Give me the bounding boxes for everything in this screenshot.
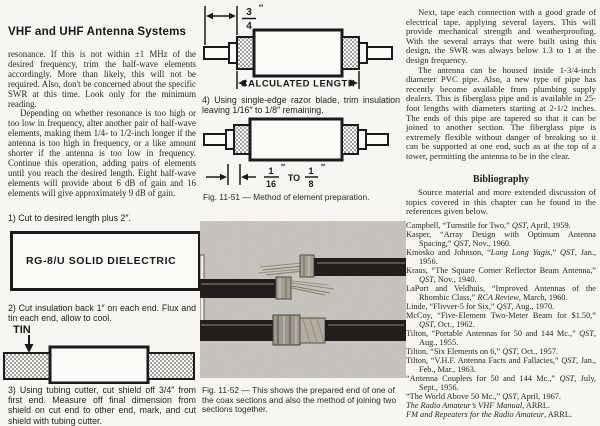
body-paragraph: The antenna can be housed inside 1-3/4-inch diameter PVC pipe. Also, a new type of pipe has recently become available from plumbing supply dealers. This is fiberglass pipe and is available in 25-foot lengths with diameters starting at 2-1/2 inches. The ends of this pipe are tapered so that it can be joined to another section. The fiberglass pipe is extremely flexible without danger of breaking so it can be supported at one end, such as at the top of a tower, permitting the antenna to be in the clear. xyxy=(406,64,596,161)
step-3-text: 3) Using tubing cutter, cut shield off 3/4″ from first end. Measure off final dimension from shield on cut end to other end, mark, and cut shield with tubing cutter. xyxy=(8,385,196,426)
fraction-numerator: 1 xyxy=(268,166,274,176)
step-right xyxy=(359,43,367,63)
conductor-stub-right xyxy=(366,134,388,145)
bibliography-entry: LaPort and Veldhuis, “Improved Antennas of the Rhombic Class,” RCA Review, March, 1960. xyxy=(406,283,596,302)
bibliography-list xyxy=(406,221,596,419)
step-2-text: 2) Cut insulation back 1″ on each end. Flux and tin each end, allow to cool. xyxy=(8,303,196,324)
shield-ring-left xyxy=(234,125,250,154)
bibliography-entry: Kasper, “Array Design with Optimum Antenna Spacing,” QST, Nov., 1960. xyxy=(406,229,596,248)
photo-grain xyxy=(200,221,406,378)
left-column xyxy=(8,50,196,199)
step-4-text: 4) Using single-edge razor blade, trim insulation leaving 1/16″ to 1/8″ remaining. xyxy=(202,95,400,116)
conductor-stub-left xyxy=(204,47,229,59)
conductor-stub-right xyxy=(367,47,392,59)
tinned-shield-left xyxy=(4,353,50,379)
step-right xyxy=(358,130,366,149)
fig-11-52-caption: Fig. 11-52 — This shows the prepared end of one of the coax sections and also the method of joining two sections together. xyxy=(202,385,397,415)
bibliography-entry: Tilton, “V.H.F. Antenna Facts and Fallacies,” QST, Jan., Feb., Mar., 1963. xyxy=(406,355,597,374)
bibliography-entry: The Radio Amateur’s VHF Manual, ARRL. xyxy=(406,400,551,410)
bibliography-entry: Campbell, “Turnstile for Two,” QST, April, 1959. xyxy=(406,220,571,230)
step-1-text: 1) Cut to desired length plus 2″. xyxy=(8,213,131,223)
fig-11-51-caption: Fig. 11-51 — Method of element preparation. xyxy=(203,192,370,202)
bibliography-heading: Bibliography xyxy=(472,173,530,185)
fraction-denominator: 8 xyxy=(308,179,314,189)
bibliography-entry: Linde, “Flivver-5 for Six,” QST, Aug., 1970. xyxy=(406,301,555,311)
element-prep-diagram xyxy=(198,3,398,93)
bibliography-entry: Tilton, “Six Elements on 6,” QST, Oct., 1957. xyxy=(406,346,559,356)
fraction-denominator: 4 xyxy=(246,21,252,32)
running-head: VHF and UHF Antenna Systems xyxy=(8,26,187,38)
bibliography-entry: Kraus, “The Square Corner Reflector Beam Antenna,” QST, Nov., 1940. xyxy=(406,265,596,284)
body-paragraph: resonance. If this is not within ±1 MHz of the desired frequency, trim the half-wave elements accordingly. More than likely, this will not be required. Also, don't be concerned about the specific SWR at this time. Look only for the minimum reading. xyxy=(8,49,196,109)
fraction-numerator: 3 xyxy=(246,7,252,18)
bibliography-entry: Tilton, “Portable Antennas for 50 and 144 Mc.,” QST, Aug., 1955. xyxy=(406,328,596,347)
bibliography-entry: “Antenna Couplers for 50 and 144 Mc.,” QST, July, Sept., 1956. xyxy=(406,373,597,392)
bibliography-entry: McCoy, “Five-Element Two-Meter Beam for $1.50,” QST, Oct., 1962. xyxy=(406,310,596,329)
inch-mark: ″ xyxy=(280,162,286,172)
calculated-length-label: CALCULATED LENGTH xyxy=(240,78,356,90)
cable-box-diagram xyxy=(10,231,201,291)
step-left xyxy=(226,130,234,149)
body-paragraph: Next, tape each connection with a good grade of electrical tape, applying several layers. This will provide mechanical strength and weatherproofing. With the several arrays that were built using this design, the SWR was always below 1.3 to 1 at the design frequency. xyxy=(406,7,596,65)
cable-jacket-center xyxy=(50,347,148,383)
conductor-stub-left xyxy=(204,134,226,145)
fig-11-51-diagram xyxy=(198,117,398,191)
dim-arrow xyxy=(229,13,236,19)
shield-ring-left xyxy=(237,37,254,69)
tin-arrow-head xyxy=(25,344,34,353)
dim-arrow xyxy=(220,174,227,180)
bibliography-intro: Source material and more extended discussion of topics covered in this chapter can be found in the references given below. xyxy=(406,187,596,217)
inch-mark: ″ xyxy=(320,162,326,172)
tinned-shield-right xyxy=(148,353,194,379)
fraction-denominator: 16 xyxy=(265,179,277,189)
bibliography-entry: FM and Repeaters for the Radio Amateur, ARRL. xyxy=(406,409,573,419)
fraction-numerator: 1 xyxy=(308,166,314,176)
tin-label: TIN xyxy=(13,324,31,336)
step-left xyxy=(229,43,237,63)
shield-ring-right xyxy=(342,125,358,154)
shield-ring-right xyxy=(342,37,359,69)
dim-arrow xyxy=(241,174,248,180)
bibliography-entry: Kmosko and Johnson, “Long Long Yagis,” QST, Jan., 1956. xyxy=(406,247,596,266)
right-column xyxy=(406,8,596,419)
insulation-body xyxy=(250,119,342,160)
dim-arrow xyxy=(206,13,213,19)
inch-mark: ″ xyxy=(258,3,264,13)
tin-diagram xyxy=(2,322,196,384)
coax-photo xyxy=(200,221,406,378)
bibliography-entry: “The World Above 50 Mc.,” QST, April, 1967. xyxy=(406,391,561,401)
insulation-body xyxy=(254,30,342,76)
body-paragraph: Depending on whether resonance is too high or too low in frequency, alter another pair of half-wave elements, making them 1/4- to 1/2-inch longer if the antenna is too high in frequency, or a like amount shorter if the antenna is too low in frequency. Continue this operation, adding pairs of elements until you reach the desired length. Eight half-wave elements will provide about 6 dB of gain and 16 elements will give approximately 9 dB of gain. xyxy=(8,108,196,198)
cable-box-label: RG-8/U SOLID DIELECTRIC xyxy=(26,255,177,267)
to-label: TO xyxy=(287,173,301,183)
